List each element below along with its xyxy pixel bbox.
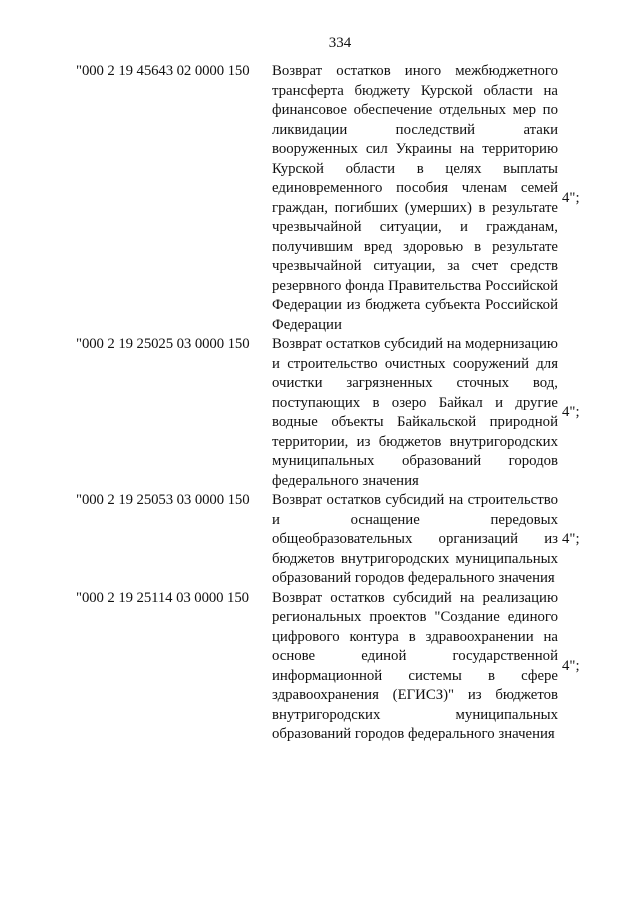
budget-code: "000 2 19 25053 03 0000 150 — [76, 492, 250, 508]
budget-description: Возврат остатков субсидий на реализацию региональных проектов "Создание единого цифрового контура в здравоохранении на основе единой государственной информационной системы в сфере здравоохранения (ЕГИСЗ)" из бюджетов внутригородских муниципальных образований городов федерального значения — [272, 589, 558, 742]
budget-code: "000 2 19 25114 03 0000 150 — [76, 589, 249, 606]
table-row — [76, 62, 596, 335]
budget-code: "000 2 19 45643 02 0000 150 — [76, 63, 250, 79]
table-row — [76, 589, 596, 745]
table-row — [76, 491, 596, 589]
table-row — [76, 335, 596, 491]
budget-code-table — [76, 62, 596, 745]
rate-value: 4"; — [562, 404, 580, 421]
budget-code: "000 2 19 25025 03 0000 150 — [76, 336, 250, 352]
rate-value: 4"; — [562, 189, 580, 206]
budget-description: Возврат остатков субсидий на строительство и оснащение передовых общеобразовательных организаций из бюджетов внутригородских муниципальных образований городов федерального значения — [272, 492, 558, 586]
rate-value: 4"; — [562, 531, 580, 547]
rate-value: 4"; — [562, 657, 580, 674]
budget-description: Возврат остатков субсидий на модернизацию и строительство очистных сооружений для очистки загрязненных сточных вод, поступающих в озеро Байкал и другие водные объекты Байкальской природной территории, из бюджетов внутригородских муниципальных образований городов федерального значения — [272, 336, 558, 489]
page-number: 334 — [328, 35, 352, 51]
budget-description: Возврат остатков иного межбюджетного трансферта бюджету Курской области на финансовое обеспечение отдельных мер по ликвидации последствий атаки вооруженных сил Украины на территорию Курской области в целях выплаты единовременного пособия членам семей граждан, погибших (умерших) в результате чрезвычайной ситуации, и гражданам, получившим вред здоровью в результате чрезвычайной ситуации, за счет средств резервного фонда Правительства Российской Федерации из бюджета субъекта Российской Федерации — [272, 63, 558, 333]
